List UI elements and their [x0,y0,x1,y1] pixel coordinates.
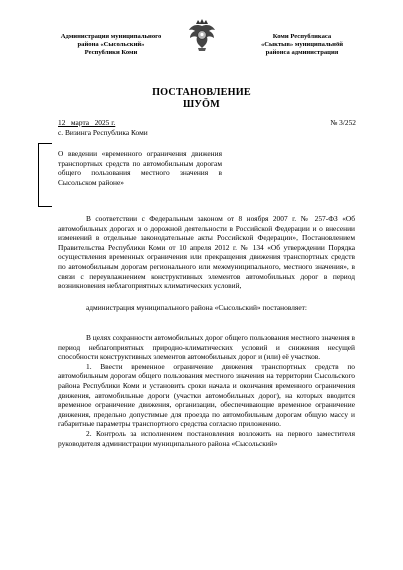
preamble-text: В соответствии с Федеральным законом от 8 ноября 2007 г. № 257-ФЗ «Об автомобильных дорогах и о дорожной деятельности в Российской Федерации и о внесении изменений в отдельные законодательные акты Российской Федерации», Постановлением Правительства Республики Коми от 10 апреля 2012 г. № 134 «Об утверждении Порядка осуществления временных ограничения или прекращения движения транспортных средств по автомобильным дорогам регионального или межмуниципального, местного значения», в связи с переувлажнением конструктивных элементов автомобильных дорог в период возникновения неблагоприятных климатических условий, [58,214,355,291]
subject-bracket [38,143,52,207]
resolves-text: администрация муниципального района «Сысольский» постановляет: [86,303,307,312]
document-place: с. Визинга Республика Коми [58,128,148,137]
header-right-line-3: районса администрация [265,49,339,57]
body-paragraph-2: 2. Контроль за исполнением постановления возложить на первого заместителя руководителя администрации муниципального района «Сысольский» [58,428,355,448]
header-left-org [56,33,166,58]
header-right-line-2: «Сыктыв» муниципальнӧй [260,41,344,49]
document-type-title: ПОСТАНОВЛЕНИЕ [152,87,251,98]
header-right-org [247,33,357,58]
header-left-line-3: Республики Коми [84,49,138,57]
body-paragraph-1: 1. Ввести временное ограничение движения транспортных средств по автомобильным дорогам общего пользования местного значения на территории Сысольского района Республики Коми и установить сроки начала и окончания временного ограничения движения, автомобильные дороги (участки автомобильных дорог), на которых вводится временное ограничение движения, организации, обеспечивающие временное ограничение движения, предельно допустимые для проезда по автомобильным дорогам общую массу и габаритные параметры транспортного средства согласно приложению. [58,361,355,429]
document-type-title-komi: ШУӦМ [182,99,220,110]
document-number: № 3/252 [330,118,356,127]
header-left-line-2: района «Сысольский» [77,41,145,49]
body-paragraph-intro: В целях сохранности автомобильных дорог общего пользования местного значения в период неблагоприятных природно-климатических условий и снижения несущей способности конструктивных элементов автомобильных дорог и (или) её участков. [58,333,355,362]
date-number-row [58,118,356,128]
emblem-graphic [187,18,217,52]
document-subject: О введении «временного ограничения движения транспортных средств по автомобильным дорогам общего пользования местного значения в Сысольском районе» [58,149,222,187]
header-right-line-1: Коми Республикаса [272,33,332,40]
header-left-line-1: Администрация муниципального [60,33,162,40]
resolution-body [58,333,355,448]
preamble-paragraph [58,214,355,291]
coat-of-arms-icon [187,18,217,52]
document-date: 12 марта 2025 г. [58,118,116,127]
resolves-paragraph [58,303,355,313]
